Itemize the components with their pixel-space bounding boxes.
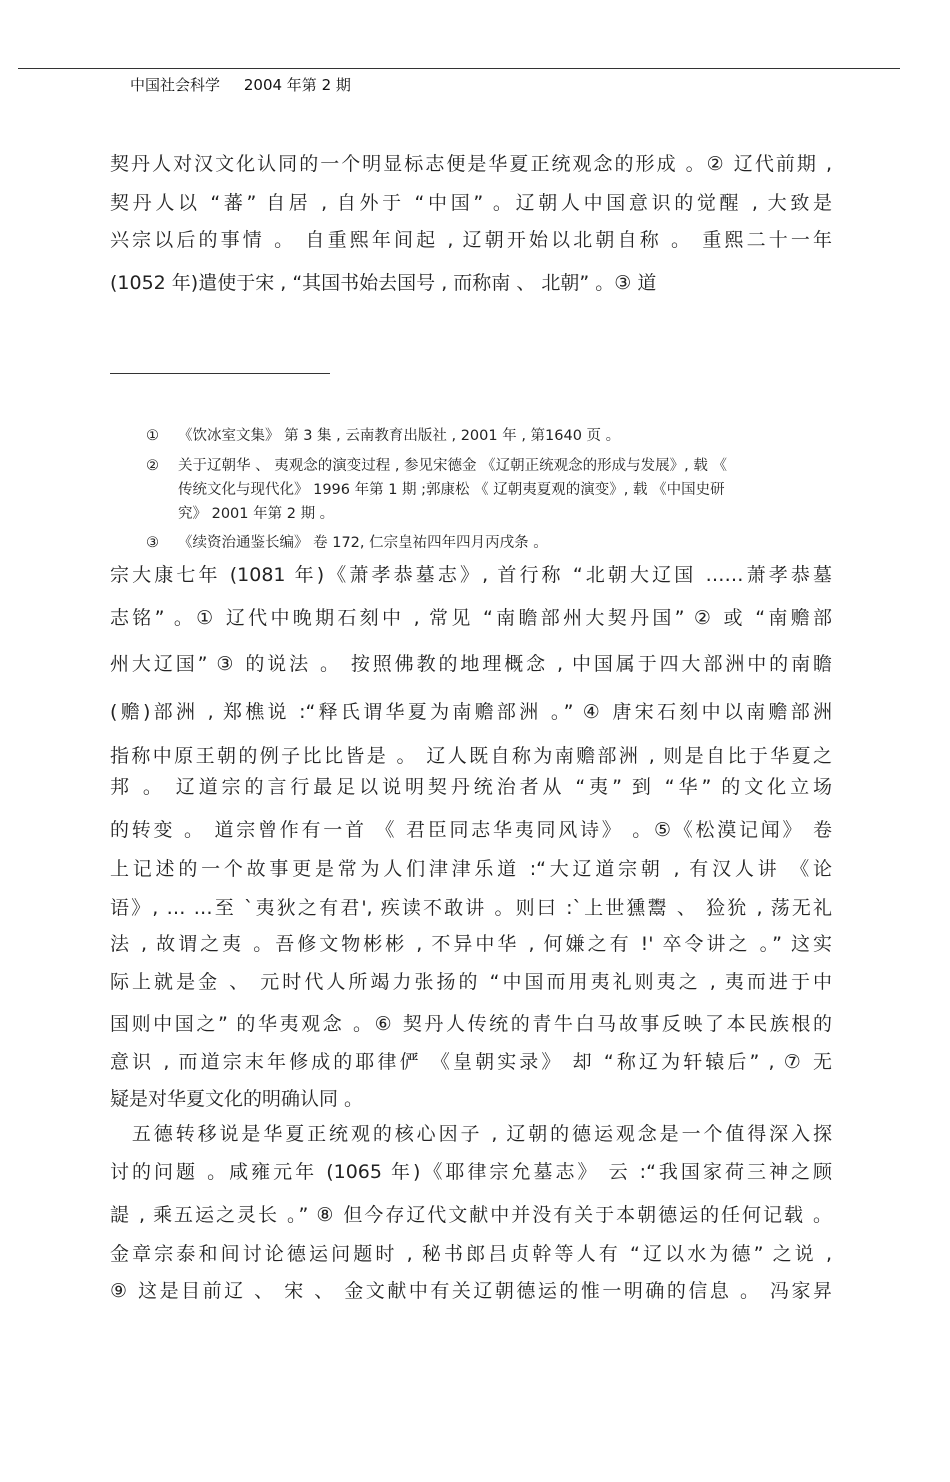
footnote-3: ③ 《续资治通鉴长编》 卷 172, 仁宗皇祐四年四月丙戌条 。 xyxy=(146,535,548,551)
body-line: 法 , 故谓之夷 。吾修文物彬彬 , 不异中华 , 何嫌之有 !' 卒令讲之 。” 这实 xyxy=(110,933,832,955)
body-line: 疑是对华夏文化的明确认同 。 xyxy=(110,1088,364,1110)
body-line: 国则中国之” 的华夷观念 。⑥ 契丹人传统的青牛白马故事反映了本民族根的 xyxy=(110,1013,832,1035)
body-line: 州大辽国” ③ 的说法 。 按照佛教的地理概念 , 中国属于四大部洲中的南瞻 xyxy=(110,653,832,675)
running-header xyxy=(130,74,351,95)
footnote-2-cont: 究》 2001 年第 2 期 。 xyxy=(178,506,335,522)
body-line: 五德转移说是华夏正统观的核心因子 , 辽朝的德运观念是一个值得深入探 xyxy=(110,1123,832,1145)
body-line: 邦 。 辽道宗的言行最足以说明契丹统治者从 “夷” 到 “华” 的文化立场 xyxy=(110,776,832,798)
body-line: 契丹人对汉文化认同的一个明显标志便是华夏正统观念的形成 。② 辽代前期 , xyxy=(110,153,832,175)
body-line: (赡)部洲 , 郑樵说 :“释氏谓华夏为南赡部洲 。” ④ 唐宋石刻中以南赡部洲 xyxy=(110,701,832,723)
journal-name: 中国社会科学 xyxy=(130,76,221,94)
body-line: 金章宗泰和间讨论德运问题时 , 秘书郎吕贞幹等人有 “辽以水为德” 之说 , xyxy=(110,1243,832,1265)
footnote-2-cont: 传统文化与现代化》 1996 年第 1 期 ;郭康松 《 辽朝夷夏观的演变》, 载 《中国史研 xyxy=(178,482,725,498)
body-line: 指称中原王朝的例子比比皆是 。 辽人既自称为南赡部洲 , 则是自比于华夏之 xyxy=(110,745,832,767)
body-line: 的转变 。 道宗曾作有一首 《 君臣同志华夷同风诗》 。⑤《松漠记闻》 卷 xyxy=(110,819,832,841)
body-line: 宗大康七年 (1081 年)《萧孝恭墓志》, 首行称 “北朝大辽国 ……萧孝恭墓 xyxy=(110,564,832,586)
footnote-rule xyxy=(110,373,330,374)
footnote-2: ② 关于辽朝华 、 夷观念的演变过程 , 参见宋德金 《辽朝正统观念的形成与发展》, 载 《 xyxy=(146,458,727,474)
body-line: 意识 , 而道宗末年修成的耶律俨 《皇朝实录》 却 “称辽为轩辕后” , ⑦ 无 xyxy=(110,1051,832,1073)
header-rule xyxy=(18,68,900,69)
body-line: 上记述的一个故事更是常为人们津津乐道 :“大辽道宗朝 , 有汉人讲 《论 xyxy=(110,858,832,880)
body-line: 际上就是金 、 元时代人所竭力张扬的 “中国而用夷礼则夷之 , 夷而进于中 xyxy=(110,971,832,993)
issue-number: 2004 年第 2 期 xyxy=(243,76,351,94)
body-line: 諟 , 乘五运之灵长 。” ⑧ 但今存辽代文献中并没有关于本朝德运的任何记载 。 xyxy=(110,1204,832,1226)
body-line: 讨的问题 。咸雍元年 (1065 年)《耶律宗允墓志》 云 :“我国家荷三神之顾 xyxy=(110,1161,832,1183)
body-line: 志铭” 。① 辽代中晚期石刻中 , 常见 “南瞻部州大契丹国” ② 或 “南赡部 xyxy=(110,607,832,629)
body-line: 兴宗以后的事情 。 自重熙年间起 , 辽朝开始以北朝自称 。 重熙二十一年 xyxy=(110,229,832,251)
body-line: 语》, … …至 `夷狄之有君', 疾读不敢讲 。则曰 :`上世獯鬻 、 猃狁 , 荡无礼 xyxy=(110,897,832,919)
footnote-1: ① 《饮冰室文集》 第 3 集 , 云南教育出版社 , 2001 年 , 第1640 页 。 xyxy=(146,428,621,444)
body-line: 契丹人以 “蕃” 自居 , 自外于 “中国” 。辽朝人中国意识的觉醒 , 大致是 xyxy=(110,192,832,214)
body-line: (1052 年)遣使于宋 , “其国书始去国号 , 而称南 、 北朝” 。③ 道 xyxy=(110,272,657,294)
body-line: ⑨ 这是目前辽 、 宋 、 金文献中有关辽朝德运的惟一明确的信息 。 冯家昇 xyxy=(110,1280,832,1302)
